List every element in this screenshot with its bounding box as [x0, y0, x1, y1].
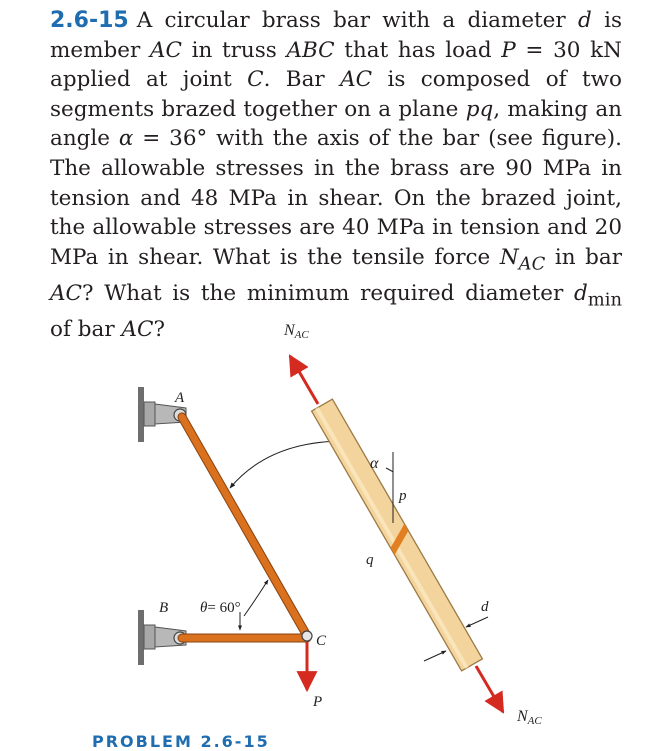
label-NAC-bottom: NAC [517, 708, 542, 727]
label-p: p [399, 488, 407, 504]
theta-arc [244, 580, 268, 616]
problem-number: 2.6-15 [50, 8, 129, 33]
label-theta: θ= 60° [200, 600, 241, 616]
label-joint-B: B [159, 600, 169, 616]
problem-statement: 2.6-15 A circular brass bar with a diameter d is member AC in truss ABC that has load P = 30 kN applied at joint C. Bar AC is composed of two segments brazed together on a plane pq, making an angle α = 36° with the axis of the bar (see figure). The allowable stresses in the brass are 90 MPa in tension and 48 MPa in shear. On the brazed joint, the allowable stresses are 40 MPa in tension and 20 MPa in shear. What is the tensile force $N_{AC}$ in bar AC? What is the minimum required diameter $d_{min}$ of bar AC? [50, 8, 622, 342]
detail-bar [312, 399, 483, 671]
force-NAC-bottom [476, 666, 503, 712]
label-d: d [481, 599, 489, 615]
label-joint-A: A [175, 390, 185, 406]
joint-C [302, 631, 312, 641]
figure-caption: PROBLEM 2.6-15 [92, 732, 270, 751]
label-alpha: α [370, 455, 379, 472]
diameter-arrow-lower [424, 651, 446, 661]
force-NAC-top [290, 356, 318, 404]
alpha-arc [386, 468, 393, 472]
label-load-P: P [313, 694, 323, 710]
label-NAC-top: NAC [284, 322, 309, 341]
diameter-arrow-upper [466, 617, 488, 627]
label-q: q [366, 552, 374, 568]
detail-pointer-arrow [230, 441, 348, 488]
label-joint-C: C [316, 633, 327, 649]
